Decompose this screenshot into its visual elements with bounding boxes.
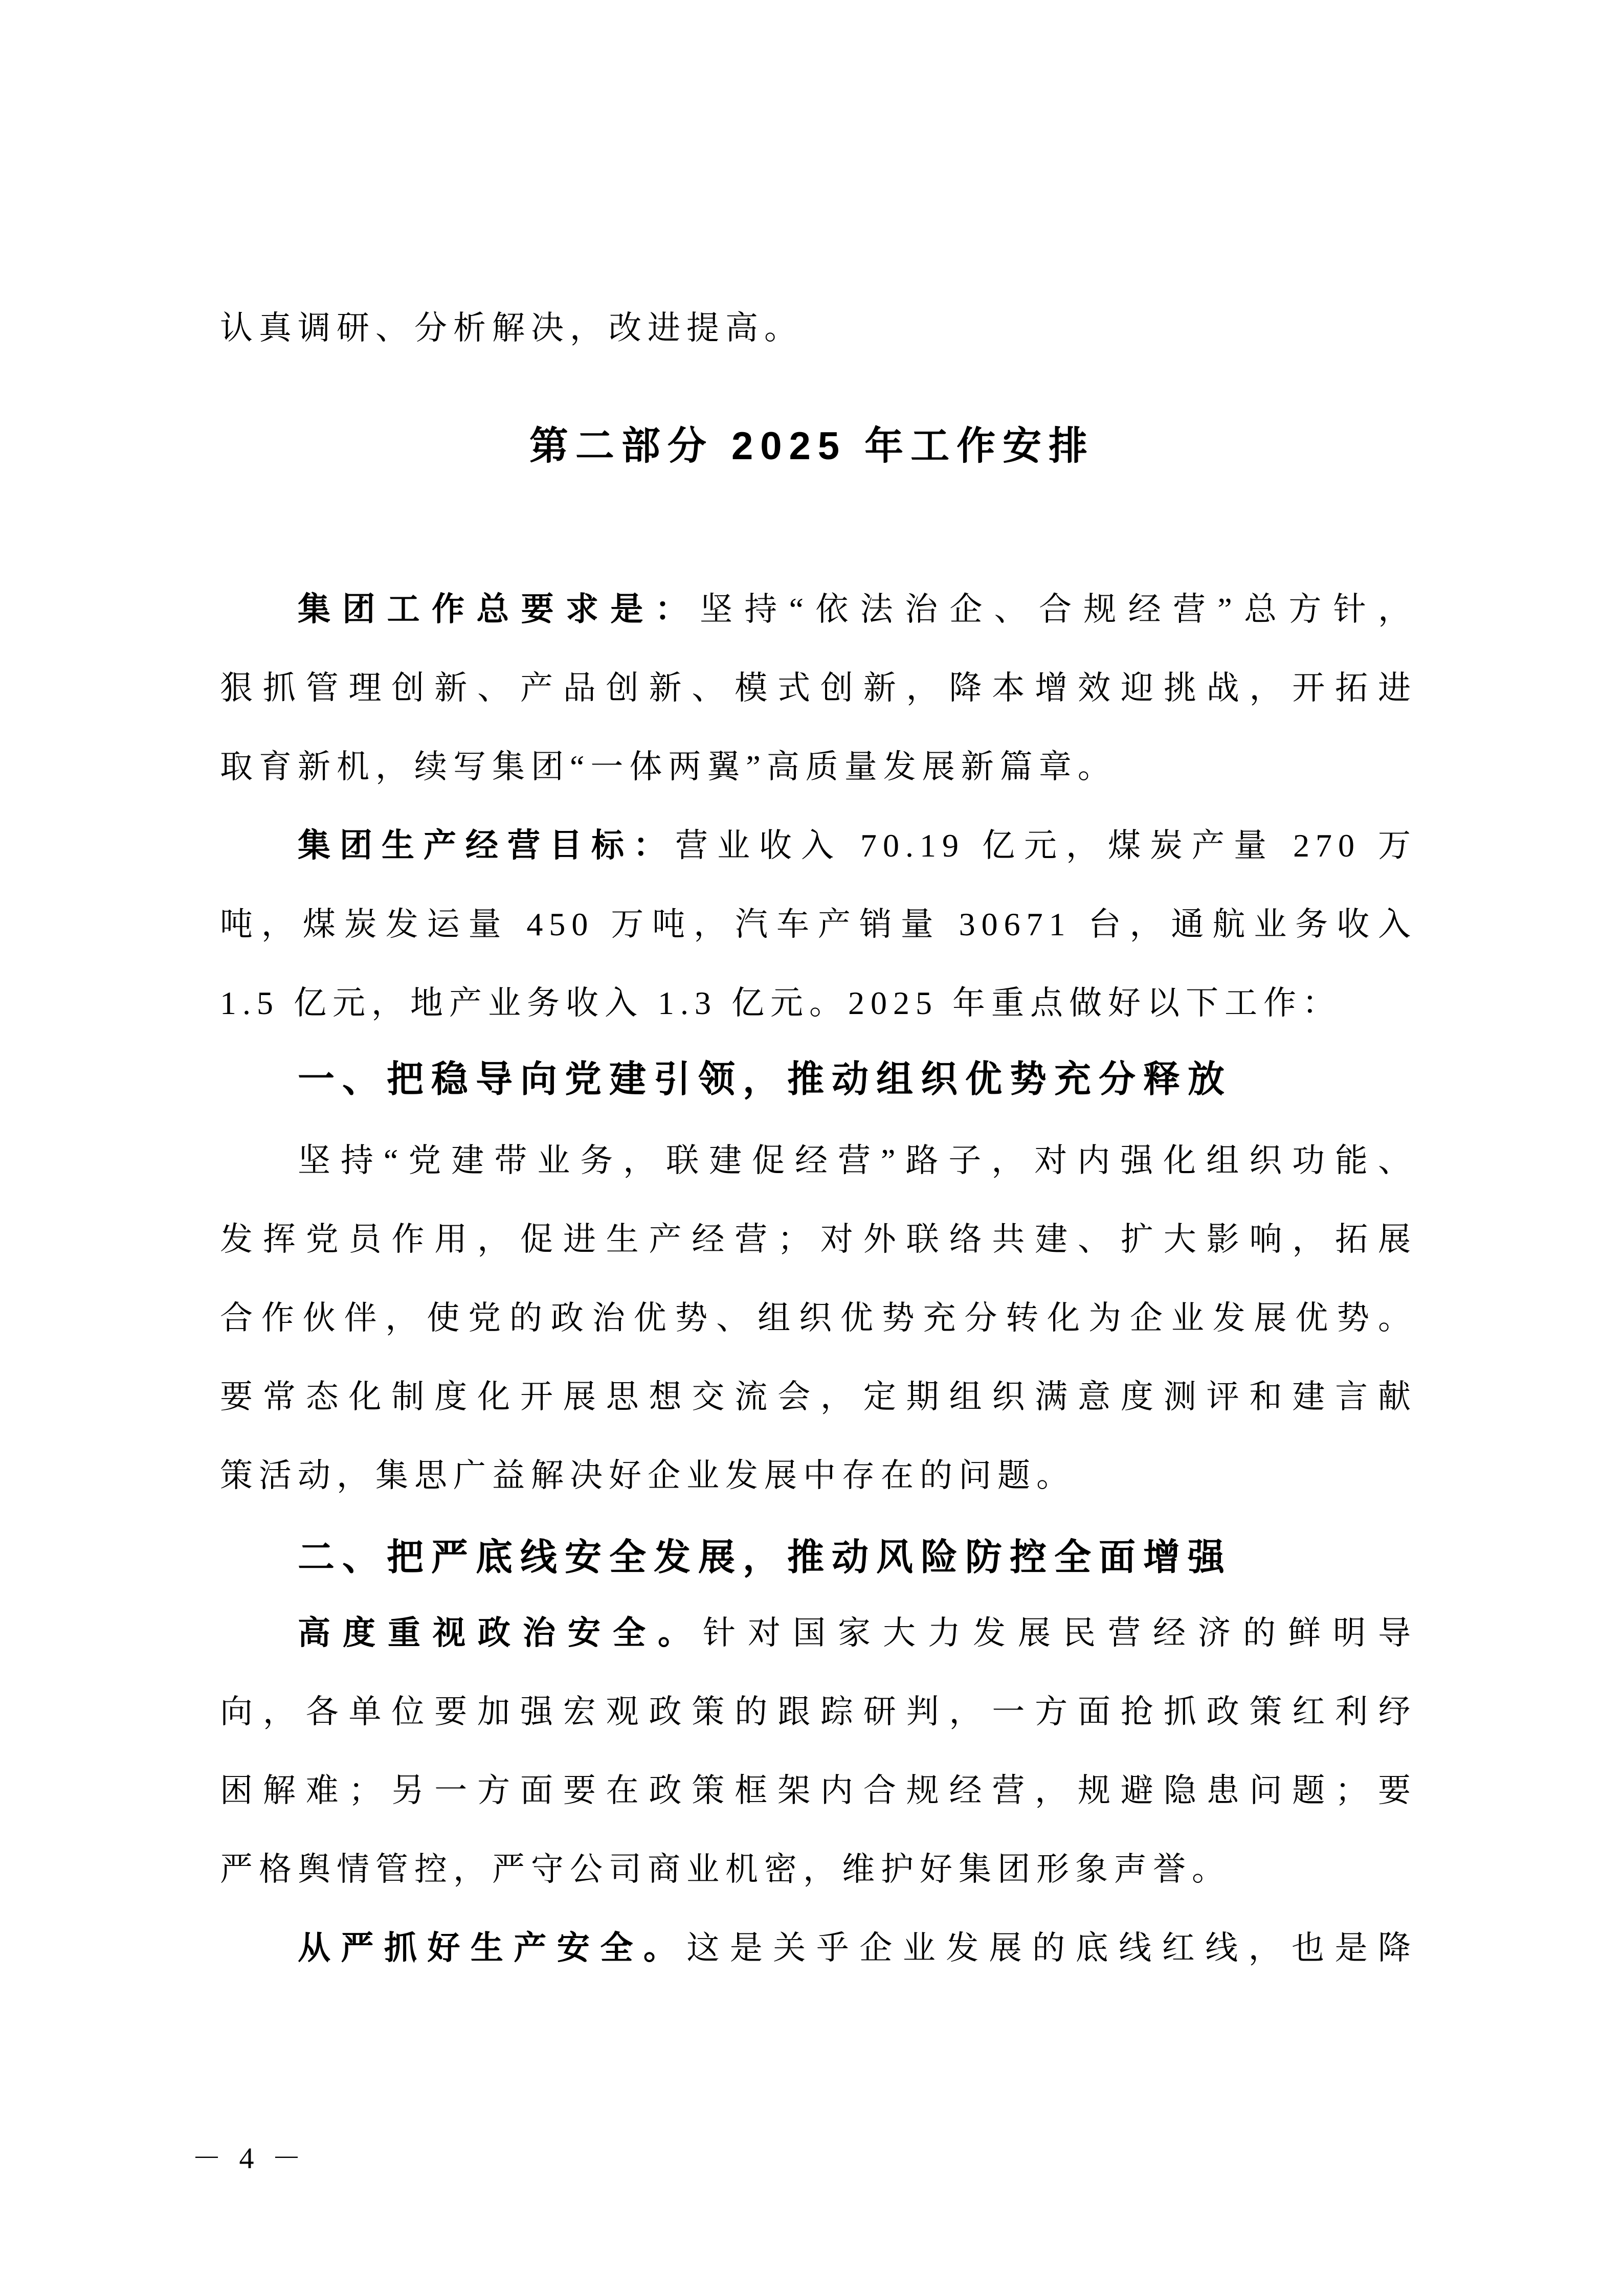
body-line: 1.5 亿元，地产业务收入 1.3 亿元。2025 年重点做好以下工作： xyxy=(220,985,1341,1021)
body-line: 困解难；另一方面要在政策框架内合规经营，规避隐患问题；要 xyxy=(220,1772,1417,1809)
body-text: 坚持“依法治企、合规经营”总方针， xyxy=(699,591,1417,627)
paragraph-continuation xyxy=(220,289,1417,368)
body-text: 针对国家大力发展民营经济的鲜明导 xyxy=(703,1615,1417,1651)
body-line xyxy=(220,1909,1417,1988)
body-text: 这是关乎企业发展的底线红线，也是降 xyxy=(686,1930,1417,1966)
paragraph-political-security xyxy=(220,1594,1417,1909)
section-heading-2: 二、把严底线安全发展，推动风险防控全面增强 xyxy=(298,1537,1233,1578)
body-line: 坚持“党建带业务，联建促经营”路子，对内强化组织功能、 xyxy=(298,1142,1417,1179)
body-line: 向，各单位要加强宏观政策的跟踪研判，一方面抢抓政策红利纾 xyxy=(220,1694,1417,1730)
part-title: 第二部分 2025 年工作安排 xyxy=(529,424,1095,468)
paragraph-party-building xyxy=(220,1121,1417,1515)
section-heading-1: 一、把稳导向党建引领，推动组织优势充分释放 xyxy=(298,1059,1233,1100)
body-line: 取育新机，续写集团“一体两翼”高质量发展新篇章。 xyxy=(220,749,1117,785)
body-line: 合作伙伴，使党的政治优势、组织优势充分转化为企业发展优势。 xyxy=(220,1300,1417,1336)
body-line: 严格舆情管控，严守公司商业机密，维护好集团形象声誉。 xyxy=(220,1851,1231,1887)
bold-lead-text: 从严抓好生产安全。 xyxy=(298,1930,687,1966)
body-line xyxy=(220,1594,1417,1673)
body-line xyxy=(220,570,1417,649)
body-line: 发挥党员作用，促进生产经营；对外联络共建、扩大影响，拓展 xyxy=(220,1221,1417,1257)
body-line: 策活动，集思广益解决好企业发展中存在的问题。 xyxy=(220,1457,1075,1494)
body-line: 狠抓管理创新、产品创新、模式创新，降本增效迎挑战，开拓进 xyxy=(220,670,1417,706)
bold-lead-text: 集团工作总要求是： xyxy=(298,591,700,627)
body-line: 认真调研、分析解决，改进提高。 xyxy=(220,310,803,346)
page-number: － 4 － xyxy=(192,2142,307,2175)
body-text: 营业收入 70.19 亿元，煤炭产量 270 万 xyxy=(675,827,1417,864)
paragraph-overall-requirements xyxy=(220,570,1417,806)
paragraph-operation-targets xyxy=(220,806,1417,1043)
bold-lead-text: 集团生产经营目标： xyxy=(298,827,675,864)
body-line: 要常态化制度化开展思想交流会，定期组织满意度测评和建言献 xyxy=(220,1379,1417,1415)
paragraph-production-safety xyxy=(220,1909,1417,1988)
bold-lead-text: 高度重视政治安全。 xyxy=(298,1615,703,1651)
body-line: 吨，煤炭发运量 450 万吨，汽车产销量 30671 台，通航业务收入 xyxy=(220,906,1417,942)
body-line xyxy=(220,806,1417,885)
